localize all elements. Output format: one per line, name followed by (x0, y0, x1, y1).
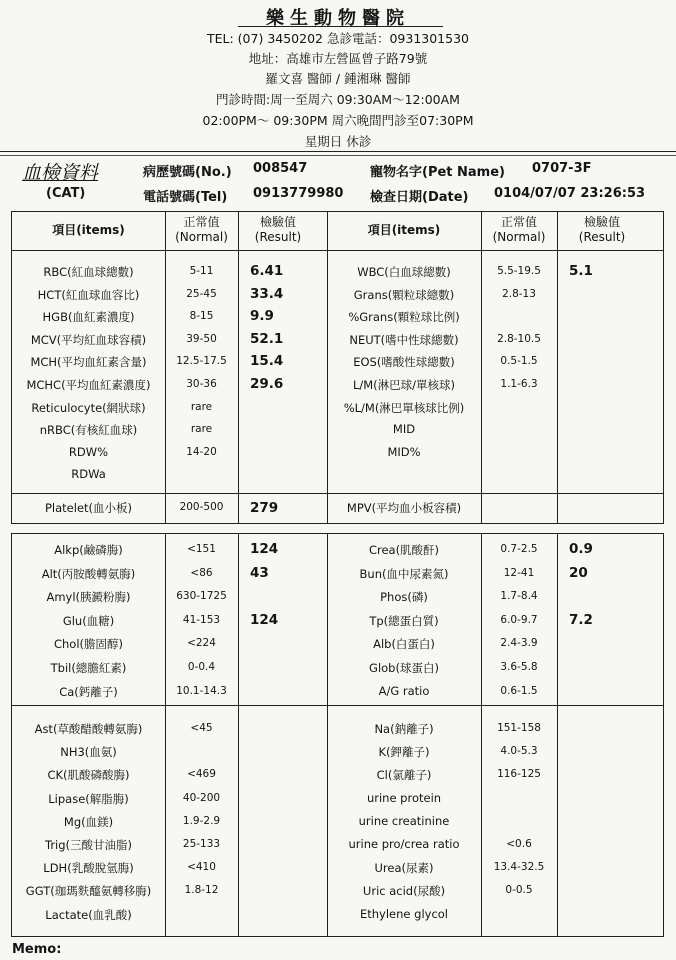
test-normal-range: <410 (187, 861, 216, 874)
pet-name: 0707-3F (532, 161, 592, 176)
test-normal-range: 41-153 (182, 613, 221, 626)
memo-label: Memo: (12, 942, 62, 957)
test-normal-range: 4.0-5.3 (500, 745, 538, 758)
test-normal-range: 6.0-9.7 (500, 613, 538, 626)
test-name: EOS(嗜酸性球總數) (353, 355, 455, 370)
report-title: 血檢資料 (22, 162, 99, 184)
cbc-table (11, 211, 664, 524)
test-normal-range: 0.5-1.5 (500, 355, 538, 368)
test-name: Chol(膽固醇) (53, 637, 124, 652)
test-normal-range: 25-45 (186, 287, 217, 300)
clinic-hours-1: 門診時間:周一至周六 09:30AM～12:00AM (216, 92, 460, 107)
test-normal-range: 1.9-2.9 (182, 814, 221, 827)
test-normal-range: <151 (187, 543, 216, 555)
test-name: LDH(乳酸脫氫脢) (43, 861, 134, 876)
test-normal-range: <0.6 (506, 838, 532, 850)
test-normal-range: 5.5-19.5 (497, 265, 541, 277)
test-name: MID (392, 422, 416, 437)
header-result-text: 檢驗值 (259, 215, 296, 229)
test-result: 29.6 (250, 376, 284, 392)
phone-label: 電話號碼(Tel) (143, 190, 228, 205)
test-name: MCH(平均血紅素含量) (30, 355, 147, 370)
test-normal-range: 10.1-14.3 (176, 684, 227, 697)
header-normal-sub: (Normal) (175, 230, 228, 244)
platelet-name: Platelet(血小板) (44, 501, 132, 515)
header-result-sub: (Result) (254, 230, 302, 244)
test-normal-range: 30-36 (186, 378, 217, 390)
test-name: Alkp(鹼磷脢) (54, 543, 123, 557)
test-name: Tbil(總膽紅素) (50, 661, 127, 675)
test-name: urine protein (366, 790, 442, 805)
test-name: Uric acid(尿酸) (362, 884, 446, 899)
test-result: 52.1 (250, 330, 284, 347)
test-normal-range: 2.4-3.9 (500, 637, 538, 650)
test-result: 124 (250, 611, 279, 628)
test-name: Phos(磷) (380, 590, 428, 605)
exam-date: 0104/07/07 23:26:53 (494, 186, 646, 201)
header-result-left (238, 215, 318, 245)
test-name: HGB(血紅素濃度) (42, 310, 135, 325)
test-result: 20 (569, 564, 588, 581)
header-normal-text: 正常值 (183, 215, 220, 229)
mpv-name: MPV(平均血小板容積) (346, 501, 462, 515)
header-items-left: 項目(items) (52, 223, 125, 237)
test-name: Na(鈉離子) (374, 722, 434, 736)
test-name: Lactate(血乳酸) (45, 907, 132, 922)
platelet-normal: 200-500 (179, 501, 224, 513)
test-result: 15.4 (250, 353, 284, 370)
test-name: Glob(球蛋白) (369, 661, 439, 675)
test-name: MCHC(平均血紅素濃度) (26, 378, 151, 392)
header-result-right (557, 215, 647, 245)
test-normal-range: 25-133 (182, 838, 221, 850)
test-name: Alt(丙胺酸轉氨脢) (41, 566, 136, 581)
test-normal-range: <224 (187, 637, 216, 650)
test-name: CK(肌酸磷酸脢) (47, 768, 130, 783)
test-name: GGT(珈瑪麩醯氨轉移脢) (25, 884, 152, 899)
test-normal-range: 12-41 (503, 566, 535, 579)
clinic-name: 樂生動物醫院 (266, 8, 410, 29)
test-name: Glu(血糖) (62, 613, 115, 628)
test-normal-range: 3.6-5.8 (500, 661, 538, 673)
test-normal-range: rare (190, 423, 213, 436)
test-result: 33.4 (250, 285, 284, 302)
test-result: 7.2 (569, 611, 593, 628)
test-normal-range: <469 (187, 768, 216, 781)
test-normal-range: 0.6-1.5 (500, 684, 538, 697)
test-normal-range: 39-50 (186, 332, 217, 345)
test-normal-range: 1.7-8.4 (500, 590, 538, 603)
test-result: 43 (250, 564, 269, 581)
test-normal-range: 8-15 (189, 310, 214, 323)
test-name: A/G ratio (378, 683, 430, 698)
test-normal-range: 40-200 (182, 791, 221, 804)
clinic-hours-2: 02:00PM～ 09:30PM 周六晚間門診至07:30PM (202, 113, 474, 128)
phone-number: 0913779980 (253, 186, 344, 201)
test-name: Tp(總蛋白質) (369, 613, 439, 628)
test-name: Crea(肌酸酐) (368, 543, 440, 557)
test-normal-range: 0-0.5 (505, 884, 533, 897)
species-label: (CAT) (46, 186, 86, 201)
test-name: NH3(血氨) (60, 745, 117, 760)
header-normal-right (481, 215, 557, 245)
test-name: Lipase(解脂脢) (48, 791, 129, 806)
header-normal-left (165, 215, 238, 245)
test-normal-range: 2.8-13 (502, 287, 536, 300)
test-name: RDWa (71, 467, 106, 482)
test-normal-range: 14-20 (186, 445, 217, 458)
test-name: HCT(紅血球血容比) (37, 287, 140, 302)
test-name: K(鉀離子) (378, 745, 430, 760)
test-result: 124 (250, 541, 279, 557)
test-normal-range: 13.4-32.5 (493, 861, 545, 874)
clinic-doctors: 羅文喜 醫師 / 鍾湘琳 醫師 (265, 71, 411, 86)
test-name: Ethylene glycol (359, 906, 448, 921)
test-result: 9.9 (250, 308, 274, 325)
test-result: 0.9 (569, 541, 593, 557)
test-normal-range: rare (190, 400, 213, 413)
test-normal-range: <86 (190, 566, 213, 579)
test-name: RDW% (68, 444, 109, 459)
test-name: MID% (387, 444, 421, 459)
test-name: RBC(紅血球總數) (43, 265, 134, 279)
test-name: WBC(白血球總數) (357, 265, 451, 279)
test-name: Ca(鈣離子) (59, 684, 118, 699)
test-name: NEUT(嗜中性球總數) (349, 332, 459, 347)
clinic-address: 地址：高雄市左營區曾子路79號 (248, 51, 428, 66)
test-name: Amyl(胰澱粉脢) (46, 590, 131, 605)
clinic-name-underline (238, 26, 443, 27)
test-name: Bun(血中尿素氮) (359, 566, 449, 581)
header-result-text: 檢驗值 (583, 215, 620, 229)
test-result: 5.1 (569, 263, 593, 279)
test-normal-range: 630-1725 (176, 590, 227, 603)
header-normal-text: 正常值 (500, 215, 537, 229)
test-name: nRBC(有核紅血球) (39, 423, 138, 438)
test-name: urine creatinine (358, 813, 450, 828)
test-normal-range: 12.5-17.5 (176, 355, 227, 368)
date-label: 檢查日期(Date) (370, 190, 469, 205)
test-normal-range: 0.7-2.5 (500, 543, 538, 555)
test-name: urine pro/crea ratio (348, 837, 460, 851)
chemistry-table (11, 533, 664, 937)
header-result-sub: (Result) (578, 230, 626, 244)
test-name: L/M(淋巴球/單核球) (352, 378, 456, 392)
header-divider (0, 151, 676, 152)
header-normal-sub: (Normal) (492, 230, 546, 244)
test-normal-range: 151-158 (497, 722, 541, 734)
record-number: 008547 (253, 161, 308, 176)
platelet-result: 279 (250, 500, 279, 516)
test-name: %L/M(淋巴單核球比例) (343, 400, 465, 415)
test-normal-range: 2.8-10.5 (497, 332, 541, 345)
test-name: Mg(血鎂) (63, 814, 114, 829)
record-label: 病歷號碼(No.) (143, 165, 232, 180)
clinic-sunday: 星期日 休診 (304, 134, 372, 149)
test-normal-range: 0-0.4 (187, 661, 216, 673)
clinic-tel: TEL: (07) 3450202 急診電話：0931301530 (207, 31, 469, 46)
test-name: Reticulocyte(網狀球) (31, 400, 146, 415)
test-name: Alb(白蛋白) (373, 637, 435, 652)
test-name: Ast(草酸醋酸轉氨脢) (34, 722, 143, 736)
test-normal-range: 116-125 (497, 768, 541, 781)
test-name: MCV(平均紅血球容積) (30, 332, 147, 347)
test-result: 6.41 (250, 263, 284, 279)
pet-name-label: 寵物名字(Pet Name) (370, 165, 505, 180)
test-normal-range: 1.8-12 (184, 884, 219, 897)
test-normal-range: 1.1-6.3 (500, 378, 538, 390)
test-normal-range: <45 (190, 722, 213, 734)
test-name: Trig(三酸甘油脂) (44, 838, 133, 852)
test-name: Cl(氯離子) (376, 768, 432, 783)
test-name: Grans(顆粒球總數) (353, 287, 455, 302)
test-normal-range: 5-11 (189, 265, 214, 277)
test-name: Urea(尿素) (374, 861, 434, 876)
test-name: %Grans(顆粒球比例) (348, 310, 460, 325)
header-divider-thin (0, 155, 676, 156)
header-items-right: 項目(items) (367, 223, 441, 237)
